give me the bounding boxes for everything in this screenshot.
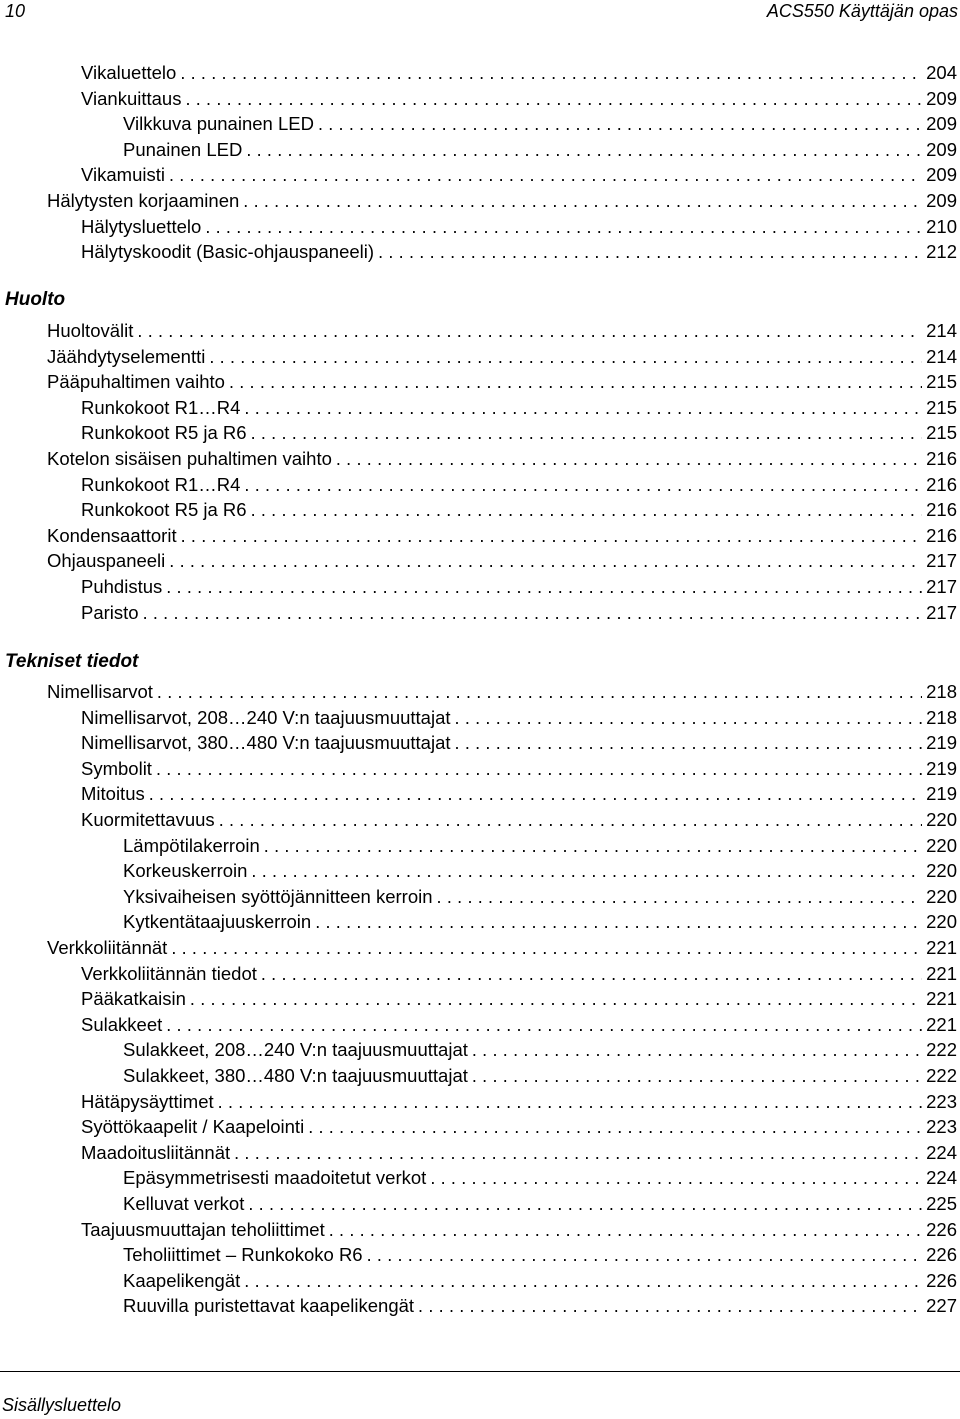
dot-leader: [251, 498, 923, 524]
toc-entry-label: Ruuvilla puristettavat kaapelikengät: [123, 1295, 415, 1317]
toc-entry-label: Jäähdytyselementti: [47, 345, 206, 367]
toc-entry-label: Runkokoot R1…R4: [81, 396, 241, 418]
dot-leader: [261, 962, 922, 988]
dot-leader: [315, 910, 922, 936]
dot-leader: [137, 319, 922, 345]
toc-entry[interactable]: [123, 1191, 957, 1217]
dot-leader: [264, 834, 922, 860]
toc-entry[interactable]: [81, 705, 957, 731]
toc-entry-label: Kytkentätaajuuskerroin: [123, 911, 312, 933]
toc-entry-page-number: 217: [926, 576, 957, 597]
toc-entry[interactable]: [123, 1165, 957, 1191]
toc-entry-label: Kotelon sisäisen puhaltimen vaihto: [47, 448, 332, 469]
toc-entry-label: Nimellisarvot, 208…240 V:n taajuusmuuttajat: [81, 706, 451, 728]
toc-entry-page-number: 220: [926, 834, 957, 856]
toc-entry[interactable]: [47, 446, 957, 472]
toc-entry-label: Punainen LED: [123, 138, 243, 160]
dot-leader: [329, 1218, 922, 1244]
dot-leader: [209, 345, 922, 371]
toc-entry-label: Nimellisarvot: [47, 681, 153, 702]
toc-entry-page-number: 221: [926, 988, 957, 1010]
toc-entry[interactable]: [47, 935, 957, 961]
toc-entry[interactable]: [123, 1293, 957, 1319]
dot-leader: [243, 189, 922, 215]
toc-entry-page-number: 220: [926, 911, 957, 933]
dot-leader: [156, 757, 922, 783]
toc-entry-label: Sulakkeet: [81, 1013, 163, 1035]
toc-entry[interactable]: [81, 756, 957, 782]
toc-entry[interactable]: [81, 730, 957, 756]
toc-entry-page-number: 220: [926, 809, 957, 830]
dot-leader: [367, 1243, 923, 1269]
dot-leader: [157, 680, 922, 706]
dot-leader: [143, 601, 923, 627]
toc-entry-label: Ohjauspaneeli: [47, 550, 166, 572]
dot-leader: [378, 240, 922, 266]
section-heading-huolto: Huolto: [5, 289, 66, 310]
toc-entry-label: Hälytysten korjaaminen: [47, 190, 240, 211]
footer-rule: [0, 1371, 960, 1372]
dot-leader: [244, 473, 922, 499]
toc-entry-page-number: 209: [926, 113, 957, 135]
toc-entry[interactable]: [81, 986, 957, 1012]
toc-entry-label: Kelluvat verkot: [123, 1193, 245, 1214]
toc-entry-label: Pääpuhaltimen vaihto: [47, 371, 225, 393]
toc-entry-page-number: 224: [926, 1141, 957, 1163]
toc-entry[interactable]: [81, 162, 957, 188]
toc-entry[interactable]: [81, 1012, 957, 1038]
toc-entry[interactable]: [123, 111, 957, 137]
dot-leader: [180, 61, 922, 87]
toc-entry-label: Kuormitettavuus: [81, 809, 215, 830]
toc-entry-label: Verkkoliitännän tiedot: [81, 962, 257, 984]
toc-entry-page-number: 221: [926, 1013, 957, 1035]
toc-entry-label: Vilkkuva punainen LED: [123, 113, 314, 135]
toc-entry-label: Epäsymmetrisesti maadoitetut verkot: [123, 1167, 427, 1189]
toc-entry-page-number: 226: [926, 1218, 957, 1240]
toc-entry-page-number: 204: [926, 62, 957, 83]
toc-entry[interactable]: [81, 1089, 957, 1115]
toc-entry-label: Hälytysluettelo: [81, 215, 202, 237]
dot-leader: [318, 112, 922, 138]
toc-entry[interactable]: [81, 60, 957, 86]
toc-entry-label: Kaapelikengät: [123, 1269, 241, 1291]
dot-leader: [229, 370, 922, 396]
toc-entry-label: Kondensaattorit: [47, 524, 177, 546]
toc-entry[interactable]: [123, 1242, 957, 1268]
toc-entry-label: Sulakkeet, 380…480 V:n taajuusmuuttajat: [123, 1065, 468, 1086]
dot-leader: [166, 575, 922, 601]
toc-entry-label: Maadoitusliitännät: [81, 1141, 231, 1163]
toc-entry-page-number: 226: [926, 1244, 957, 1266]
toc-entry[interactable]: [81, 1140, 957, 1166]
toc-entry-label: Vikaluettelo: [81, 62, 177, 83]
toc-entry[interactable]: [81, 497, 957, 523]
toc-entry-label: Korkeuskerroin: [123, 860, 248, 882]
footer-section-name: Sisällysluettelo: [2, 1395, 122, 1415]
toc-entry-page-number: 209: [926, 138, 957, 160]
toc-entry-page-number: 223: [926, 1116, 957, 1138]
toc-entry[interactable]: [81, 1114, 957, 1140]
dot-leader: [251, 421, 923, 447]
toc-entry[interactable]: [123, 137, 957, 163]
toc-entry-page-number: 214: [926, 345, 957, 367]
dot-leader: [244, 396, 922, 422]
toc-entry-label: Vikamuisti: [81, 164, 165, 186]
toc-entry[interactable]: [123, 884, 957, 910]
toc-entry[interactable]: [47, 369, 957, 395]
toc-entry-page-number: 219: [926, 732, 957, 754]
toc-entry-label: Pääkatkaisin: [81, 988, 186, 1010]
toc-entry-page-number: 220: [926, 860, 957, 882]
toc-entry-page-number: 222: [926, 1039, 957, 1061]
toc-entry[interactable]: [123, 1063, 957, 1089]
toc-entry-label: Paristo: [81, 601, 139, 623]
toc-entry[interactable]: [81, 600, 957, 626]
dot-leader: [336, 447, 922, 473]
dot-leader: [455, 731, 923, 757]
toc-entry-label: Yksivaiheisen syöttöjännitteen kerroin: [123, 885, 433, 907]
dot-leader: [234, 1141, 922, 1167]
toc-entry[interactable]: [123, 1037, 957, 1063]
toc-entry-label: Viankuittaus: [81, 87, 182, 109]
toc-entry[interactable]: [81, 395, 957, 421]
toc-entry[interactable]: [47, 318, 957, 344]
toc-entry-label: Mitoitus: [81, 783, 145, 805]
toc-entry-page-number: 209: [926, 190, 957, 211]
document-title: ACS550 Käyttäjän opas: [766, 1, 958, 21]
toc-entry[interactable]: [81, 961, 957, 987]
toc-entry-page-number: 216: [926, 524, 957, 546]
toc-entry-page-number: 222: [926, 1065, 957, 1086]
toc-entry-label: Teholiittimet – Runkokoko R6: [123, 1244, 363, 1266]
dot-leader: [472, 1038, 922, 1064]
dot-leader: [455, 706, 923, 732]
toc-entry-page-number: 217: [926, 601, 957, 623]
toc-entry-label: Symbolit: [81, 757, 152, 779]
toc-entry[interactable]: [47, 548, 957, 574]
dot-leader: [248, 1192, 922, 1218]
dot-leader: [430, 1166, 922, 1192]
toc-entry-page-number: 227: [926, 1295, 957, 1317]
toc-entry-label: Runkokoot R5 ja R6: [81, 422, 247, 444]
page-number: 10: [5, 1, 26, 21]
toc-entry-page-number: 224: [926, 1167, 957, 1189]
toc-entry-page-number: 225: [926, 1193, 957, 1214]
toc-entry-page-number: 218: [926, 681, 957, 702]
toc-entry[interactable]: [81, 86, 957, 112]
dot-leader: [219, 808, 922, 834]
toc-entry-page-number: 214: [926, 320, 957, 341]
dot-leader: [169, 549, 922, 575]
toc-entry-page-number: 219: [926, 757, 957, 779]
toc-entry[interactable]: [81, 1217, 957, 1243]
dot-leader: [166, 1013, 922, 1039]
toc-entry[interactable]: [81, 420, 957, 446]
dot-leader: [308, 1115, 922, 1141]
toc-entry[interactable]: [123, 1268, 957, 1294]
section-heading-tekniset-tiedot: Tekniset tiedot: [5, 651, 139, 672]
dot-leader: [181, 524, 923, 550]
toc-entry-page-number: 226: [926, 1269, 957, 1291]
toc-entry[interactable]: [47, 679, 957, 705]
toc-entry-label: Hätäpysäyttimet: [81, 1090, 214, 1112]
toc-entry[interactable]: [81, 807, 957, 833]
toc-entry[interactable]: [81, 239, 957, 265]
toc-entry-page-number: 209: [926, 164, 957, 186]
toc-entry-page-number: 216: [926, 499, 957, 521]
toc-entry-label: Nimellisarvot, 380…480 V:n taajuusmuuttajat: [81, 732, 451, 754]
toc-entry-page-number: 215: [926, 396, 957, 418]
toc-entry-label: Lämpötilakerroin: [123, 834, 260, 856]
toc-entry[interactable]: [81, 472, 957, 498]
toc-entry-label: Taajuusmuuttajan teholiittimet: [81, 1218, 325, 1240]
toc-entry-page-number: 221: [926, 937, 957, 958]
dot-leader: [418, 1294, 922, 1320]
toc-entry-page-number: 215: [926, 371, 957, 393]
dot-leader: [169, 163, 922, 189]
toc-entry[interactable]: [123, 858, 957, 884]
toc-entry-label: Huoltovälit: [47, 320, 134, 341]
toc-entry[interactable]: [47, 523, 957, 549]
dot-leader: [246, 138, 922, 164]
toc-entry[interactable]: [47, 188, 957, 214]
dot-leader: [218, 1090, 922, 1116]
toc-entry-page-number: 217: [926, 550, 957, 572]
toc-entry-page-number: 221: [926, 962, 957, 984]
toc-entry[interactable]: [81, 574, 957, 600]
toc-entry-page-number: 216: [926, 448, 957, 469]
toc-entry-page-number: 223: [926, 1090, 957, 1112]
toc-entry-page-number: 212: [926, 241, 957, 263]
dot-leader: [171, 936, 922, 962]
toc-entry-label: Hälytyskoodit (Basic-ohjauspaneeli): [81, 241, 375, 263]
dot-leader: [251, 859, 922, 885]
toc-entry-page-number: 218: [926, 706, 957, 728]
toc-entry-page-number: 215: [926, 422, 957, 444]
toc-entry-label: Verkkoliitännät: [47, 937, 168, 958]
toc-entry-label: Sulakkeet, 208…240 V:n taajuusmuuttajat: [123, 1039, 468, 1061]
dot-leader: [472, 1064, 922, 1090]
toc-entry[interactable]: [123, 833, 957, 859]
toc-entry-label: Syöttökaapelit / Kaapelointi: [81, 1116, 305, 1138]
dot-leader: [190, 987, 922, 1013]
toc-entry[interactable]: [81, 781, 957, 807]
dot-leader: [205, 215, 922, 241]
dot-leader: [149, 782, 922, 808]
toc-entry-page-number: 209: [926, 87, 957, 109]
toc-entry-page-number: 216: [926, 473, 957, 495]
toc-entry-label: Runkokoot R1…R4: [81, 473, 241, 495]
dot-leader: [244, 1269, 922, 1295]
toc-entry-page-number: 220: [926, 885, 957, 907]
toc-entry[interactable]: [123, 909, 957, 935]
toc-entry-label: Runkokoot R5 ja R6: [81, 499, 247, 521]
toc-entry[interactable]: [81, 214, 957, 240]
toc-entry-label: Puhdistus: [81, 576, 163, 597]
toc-entry-page-number: 219: [926, 783, 957, 805]
toc-entry-page-number: 210: [926, 215, 957, 237]
toc-entry[interactable]: [47, 344, 957, 370]
dot-leader: [437, 885, 923, 911]
dot-leader: [185, 87, 922, 113]
